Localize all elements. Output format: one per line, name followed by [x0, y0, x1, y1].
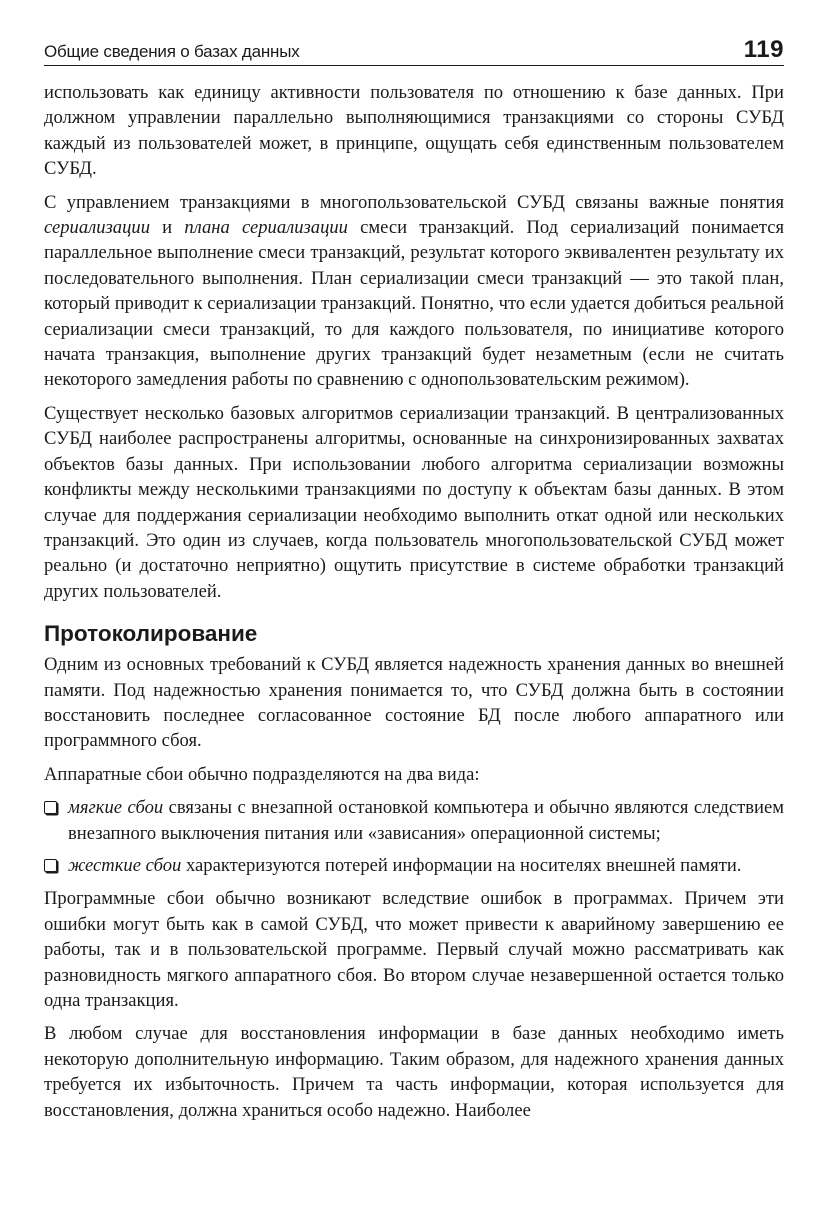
book-page	[44, 34, 784, 1131]
page-body	[44, 80, 784, 1123]
paragraph: использовать как единицу активности пользователя по отношению к базе данных. При должном управлении параллельно выполняющимися транзакциями со стороны СУБД каждый из пользователей может, в принципе, ощущать себя единственным пользователем СУБД.	[44, 82, 784, 180]
paragraph: Программные сбои обычно возникают вследствие ошибок в программах. Причем эти ошибки могут быть как в самой СУБД, что может привести к аварийному завершению ее работы, так и в пользовательской программе. Первый случай можно рассматривать как разновидность мягкого аппаратного сбоя. Во втором случае незавершенной остается только одна транзакция.	[44, 888, 784, 1011]
paragraph: Одним из основных требований к СУБД является надежность хранения данных во внешней памяти. Под надежностью хранения понимается то, что СУБД должна быть в состоянии восстановить последнее согласованное состояние БД после любого аппаратного или программного сбоя.	[44, 654, 784, 752]
list-item	[44, 795, 784, 846]
paragraph: В любом случае для восстановления информации в базе данных необходимо иметь некоторую дополнительную информацию. Таким образом, для надежного хранения данных требуется их избыточность. Причем та часть информации, которая используется для восстановления, должна храниться особо надежно. Наиболее	[44, 1023, 784, 1121]
chapter-title: Общие сведения о базах данных	[44, 42, 300, 61]
term-serialization-plan: плана сериализации	[184, 217, 348, 239]
paragraph-serialization	[44, 190, 784, 393]
term-serialization: сериализации	[44, 217, 150, 239]
paragraph: Существует несколько базовых алгоритмов сериализации транзакций. В централизованных СУБД наиболее распространены алгоритмы, основанные на синхронизированных захватах объектов базы данных. При использовании любого алгоритма сериализации возможны конфликты между несколькими транзакциями по доступу к объектам базы данных. В этом случае для поддержания сериализации необходимо выполнить откат одной или нескольких транзакций. Это один из случаев, когда пользователь многопользовательской СУБД может реально (и достаточно неприятно) ощутить присутствие в системе обработки транзакций других пользователей.	[44, 402, 784, 602]
list-term: мягкие сбои	[68, 797, 164, 819]
list-text: характеризуются потерей информации на носителях внешней памяти.	[181, 854, 742, 876]
paragraph: Аппаратные сбои обычно подразделяются на два вида:	[44, 763, 480, 785]
list-item	[44, 853, 784, 878]
page-number: 119	[743, 36, 784, 63]
list-text: связаны с внезапной остановкой компьютера и обычно являются следствием внезапного выключения питания или «зависания» операционной системы;	[68, 797, 784, 844]
section-heading: Протоколирование	[44, 621, 258, 647]
text-run: смеси транзакций. Под сериализаций понимается параллельное выполнение смеси транзакций, результат которого эквивалентен результату их последовательного выполнения. План сериализации смеси транзакций — это такой план, который приводит к сериализации транзакций. Понятно, что если удается добиться реальной сериализации смеси транзакций, то для каждого пользователя, по инициативе которого начата транзакция, выполнение других транзакций будет незаметным (если не считать некоторого замедления работы по сравнению с однопользовательским режимом).	[44, 217, 784, 391]
checkbox-bullet-icon	[44, 859, 57, 872]
failure-types-list	[44, 795, 784, 878]
text-run: С управлением транзакциями в многопользовательской СУБД связаны важные понятия	[44, 191, 784, 213]
checkbox-bullet-icon	[44, 801, 57, 814]
running-header	[44, 34, 784, 66]
text-run: и	[150, 217, 185, 239]
list-term: жесткие сбои	[68, 854, 182, 876]
